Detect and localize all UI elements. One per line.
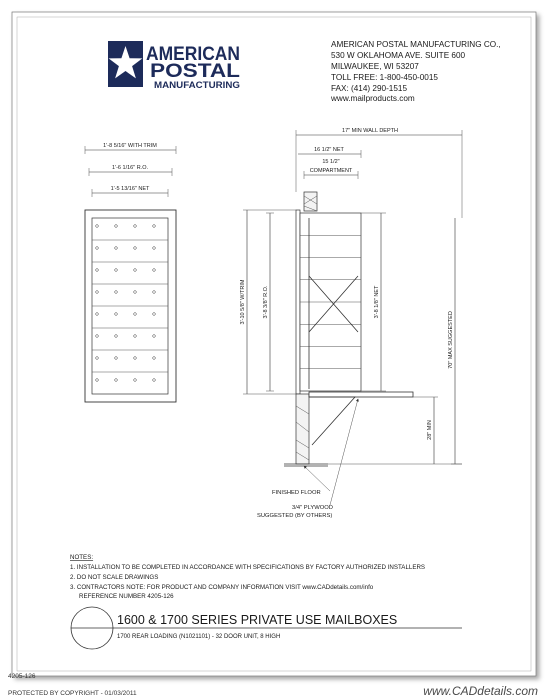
side-dim-compartment2: COMPARTMENT <box>309 168 353 174</box>
company-address1: 530 W OKLAHOMA AVE. SUITE 600 <box>331 51 466 60</box>
door-lock-icon <box>96 335 99 338</box>
wall-lower <box>296 394 309 464</box>
door-lock-icon <box>153 269 156 272</box>
door-lock-icon <box>115 225 118 228</box>
front-dim-trim: 1'-8 5/16" WITH TRIM <box>103 143 157 149</box>
drawing-subtitle: 1700 REAR LOADING (N1021101) - 32 DOOR UNIT, 8 HIGH <box>117 634 281 640</box>
door-lock-icon <box>96 357 99 360</box>
door-lock-icon <box>134 335 137 338</box>
door-lock-icon <box>96 247 99 250</box>
company-fax: FAX: (414) 290-1515 <box>331 84 408 93</box>
label-plywood1: 3/4" PLYWOOD <box>292 505 333 511</box>
door-lock-icon <box>153 247 156 250</box>
logo-american: AMERICAN <box>146 44 240 65</box>
side-dim-wall: 17" MIN WALL DEPTH <box>342 128 398 134</box>
front-dim-ro: 1'-6 1/16" R.O. <box>111 165 149 171</box>
door-lock-icon <box>153 225 156 228</box>
door-lock-icon <box>96 379 99 382</box>
label-plywood2: SUGGESTED (BY OTHERS) <box>257 513 333 519</box>
company-tollfree: TOLL FREE: 1-800-450-0015 <box>331 73 438 82</box>
side-dim-compartment1: 15 1/2" <box>322 159 340 165</box>
plywood-shelf <box>309 392 413 397</box>
door-lock-icon <box>96 313 99 316</box>
door-lock-icon <box>115 357 118 360</box>
company-name: AMERICAN POSTAL MANUFACTURING CO., <box>331 40 501 49</box>
side-dim-max: 70" MAX SUGGESTED <box>448 311 454 369</box>
company-logo <box>108 41 240 90</box>
side-dim-height-net: 3'-8 1/8" NET <box>374 285 380 319</box>
side-dim-height-trim: 3'-10 5/8" W/TRIM <box>240 279 246 325</box>
logo-postal: POSTAL <box>150 61 241 82</box>
logo-manufacturing: MANUFACTURING <box>154 80 240 90</box>
company-address2: MILWAUKEE, WI 53207 <box>331 62 419 71</box>
door-lock-icon <box>96 225 99 228</box>
door-lock-icon <box>134 357 137 360</box>
door-lock-icon <box>115 247 118 250</box>
door-lock-icon <box>153 291 156 294</box>
notes-heading: NOTES: <box>70 554 94 561</box>
door-lock-icon <box>153 335 156 338</box>
door-lock-icon <box>115 379 118 382</box>
door-lock-icon <box>134 313 137 316</box>
door-lock-icon <box>96 291 99 294</box>
drawing-title: 1600 & 1700 SERIES PRIVATE USE MAILBOXES <box>117 613 398 627</box>
door-lock-icon <box>96 269 99 272</box>
door-lock-icon <box>134 225 137 228</box>
note-1: 1. INSTALLATION TO BE COMPLETED IN ACCORDANCE WITH SPECIFICATIONS BY FACTORY AUTHORIZED INSTALLERS <box>70 564 426 571</box>
footer-copyright: PROTECTED BY COPYRIGHT - 01/03/2011 <box>8 690 137 697</box>
wall-header <box>304 192 317 211</box>
door-lock-icon <box>115 269 118 272</box>
door-lock-icon <box>153 313 156 316</box>
door-lock-icon <box>134 247 137 250</box>
door-lock-icon <box>134 291 137 294</box>
label-finished-floor: FINISHED FLOOR <box>272 490 321 496</box>
door-lock-icon <box>115 313 118 316</box>
front-dim-net: 1'-5 13/16" NET <box>110 186 150 192</box>
footer-url[interactable]: www.CADdetails.com <box>423 684 538 698</box>
door-lock-icon <box>115 291 118 294</box>
door-lock-icon <box>134 269 137 272</box>
note-3: 3. CONTRACTORS NOTE: FOR PRODUCT AND COMPANY INFORMATION VISIT www.CADdetails.com/info <box>70 584 374 591</box>
side-dim-net: 16 1/2" NET <box>314 147 344 153</box>
door-lock-icon <box>115 335 118 338</box>
side-trim-plate <box>296 210 300 394</box>
side-dim-min: 28" MIN <box>427 420 433 440</box>
side-dim-height-ro: 3'-8 3/8" R.O. <box>263 285 269 319</box>
footer-reference: 4205-126 <box>8 673 36 680</box>
door-lock-icon <box>153 379 156 382</box>
company-web: www.mailproducts.com <box>331 94 415 103</box>
door-lock-icon <box>134 379 137 382</box>
note-2: 2. DO NOT SCALE DRAWINGS <box>70 574 159 581</box>
note-3b: REFERENCE NUMBER 4205-126 <box>79 593 174 600</box>
door-lock-icon <box>153 357 156 360</box>
